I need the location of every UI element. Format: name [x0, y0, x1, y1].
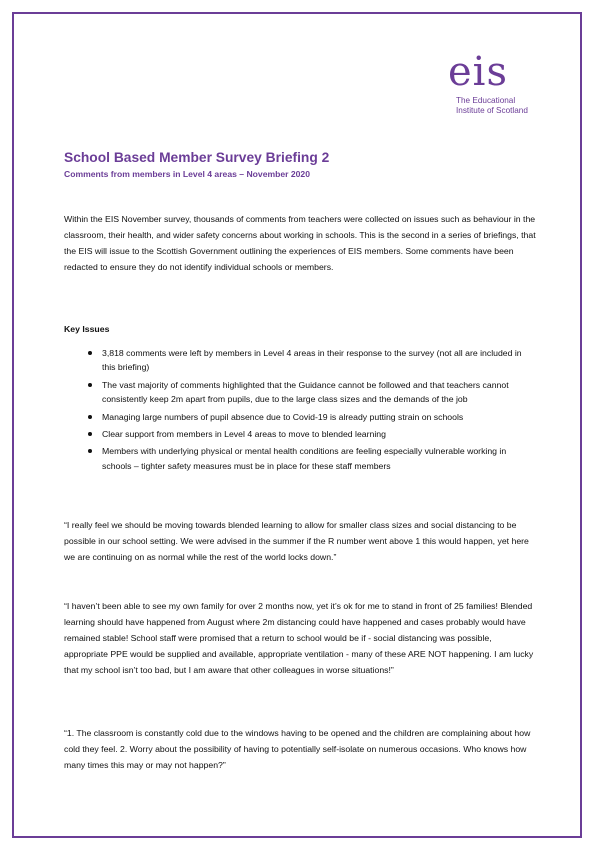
title-block	[64, 150, 534, 180]
document-subtitle: Comments from members in Level 4 areas – November 2020	[64, 169, 310, 179]
logo-line-1: The Educational	[456, 96, 516, 105]
member-quote-1: “I really feel we should be moving towards blended learning to allow for smaller class sizes and social distancing to be possible in our school setting. We were advised in the summer if the R number went above 1 this would happen, yet here we are continuing on as normal while the rest of the world locks down.”	[64, 520, 529, 562]
member-quote-3: “1. The classroom is constantly cold due to the windows having to be opened and the children are complaining about how cold they feel. 2. Worry about the possibility of having to potentially self-isolate on numerous occasions. Who knows how many times this may or may not happen?”	[64, 728, 531, 770]
intro-paragraph: Within the EIS November survey, thousands of comments from teachers were collected on issues such as behaviour in the classroom, their health, and wider safety concerns about working in schools. This is the second in a series of briefings, that the EIS will issue to the Scottish Government outlining the experiences of EIS members. Some comments have been redacted to ensure they do not identify individual schools or members.	[64, 214, 536, 272]
eis-logo	[448, 49, 558, 116]
key-issue-item: Members with underlying physical or mental health conditions are feeling especially vulnerable working in schools – tighter safety measures must be in place for these staff members	[64, 444, 536, 473]
member-quote-2: “I haven’t been able to see my own family for over 2 months now, yet it’s ok for me to stand in front of 25 families! Blended learning should have happened from August where 2m distancing could have happened and cases probably would have remained stable! School staff were promised that a return to school would be if - social distancing was possible, appropriate PPE would be supplied and available, appropriate ventilation - many of these ARE NOT happening. I am lucky that my school isn’t too bad, but I am aware that other colleagues in worse situations!”	[64, 601, 534, 675]
key-issue-item: Managing large numbers of pupil absence due to Covid-19 is already putting strain on schools	[64, 410, 536, 424]
key-issue-item: Clear support from members in Level 4 areas to move to blended learning	[64, 427, 536, 441]
logo-mark: eis	[448, 49, 508, 95]
key-issues-list	[64, 346, 536, 476]
logo-text	[456, 96, 558, 116]
document-title: School Based Member Survey Briefing 2	[64, 150, 330, 165]
key-issue-item: 3,818 comments were left by members in Level 4 areas in their response to the survey (not all are included in this briefing)	[64, 346, 536, 375]
key-issues-heading: Key Issues	[64, 324, 110, 334]
logo-line-2: Institute of Scotland	[456, 106, 528, 115]
key-issue-item: The vast majority of comments highlighted that the Guidance cannot be followed and that teachers cannot consistently keep 2m apart from pupils, due to the large class sizes and the demands of the job	[64, 378, 536, 407]
